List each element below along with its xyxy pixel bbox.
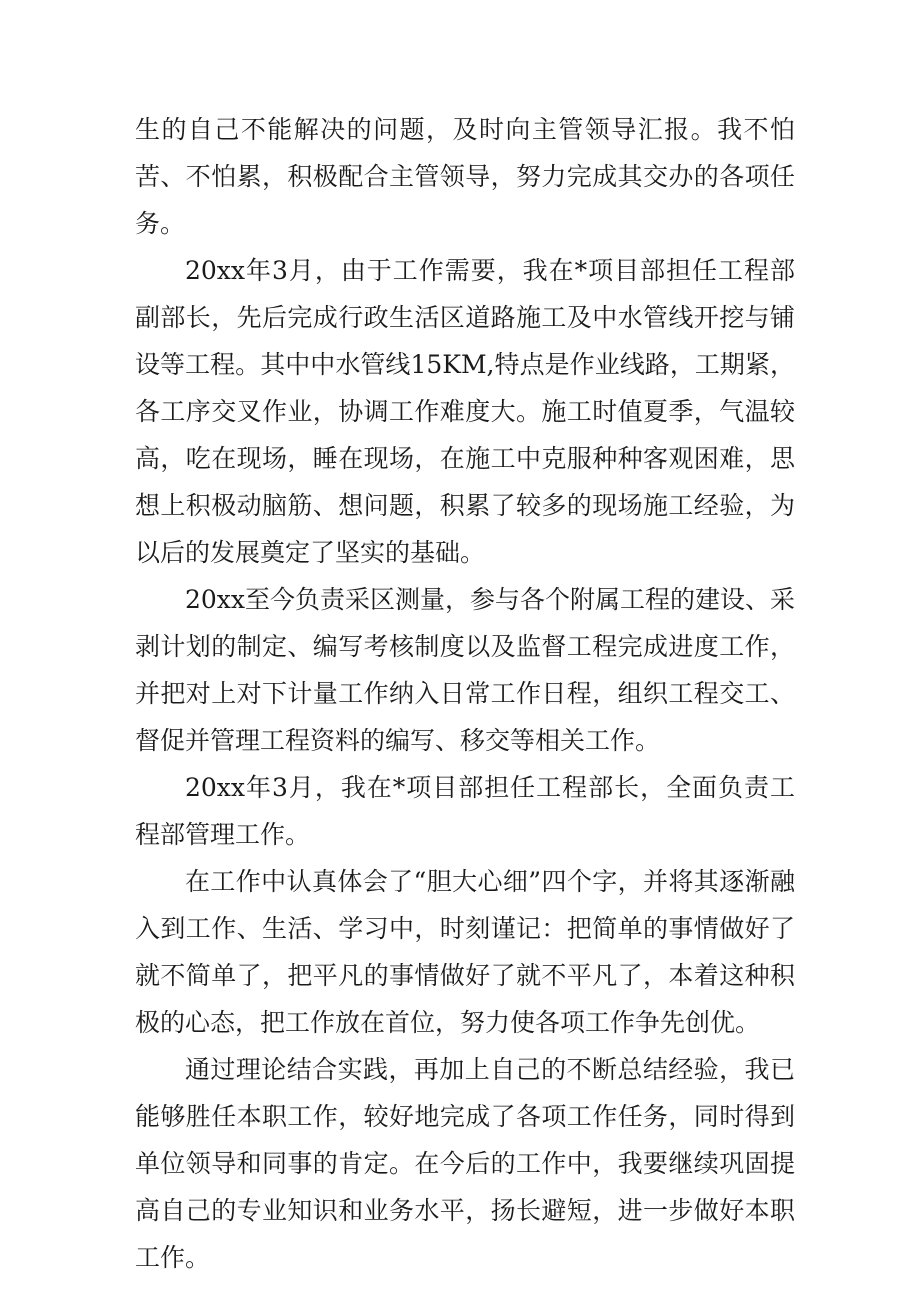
document-body — [135, 106, 795, 1281]
paragraph-work-attitude: 在工作中认真体会了“胆大心细”四个字，并将其逐渐融入到工作、生活、学习中，时刻谨记：把简单的事情做好了就不简单了，把平凡的事情做好了就不平凡了，本着这种积极的心态，把工作放在首位，努力使各项工作争先创优。 — [135, 867, 795, 1037]
paragraph-survey-work: 20xx至今负责采区测量，参与各个附属工程的建设、采剥计划的制定、编写考核制度以及监督工程完成进度工作，并把对上对下计量工作纳入日常工作日程，组织工程交工、督促并管理工程资料的编写、移交等相关工作。 — [135, 585, 796, 755]
paragraph-department-head: 20xx年3月，我在*项目部担任工程部长，全面负责工程部管理工作。 — [135, 773, 795, 849]
paragraph-continued: 生的自己不能解决的问题，及时向主管领导汇报。我不怕苦、不怕累，积极配合主管领导，努力完成其交办的各项任务。 — [135, 115, 795, 238]
paragraph-deputy-role: 20xx年3月，由于工作需要，我在*项目部担任工程部副部长，先后完成行政生活区道路施工及中水管线开挖与铺设等工程。其中中水管线15KM,特点是作业线路，工期紧，各工序交叉作业，协调工作难度大。施工时值夏季，气温较高，吃在现场，睡在现场，在施工中克服种种客观困难，思想上积极动脑筋、想问题，积累了较多的现场施工经验，为以后的发展奠定了坚实的基础。 — [135, 256, 795, 567]
paragraph-conclusion: 通过理论结合实践，再加上自己的不断总结经验，我已能够胜任本职工作，较好地完成了各项工作任务，同时得到单位领导和同事的肯定。在今后的工作中，我要继续巩固提高自己的专业知识和业务水平，扬长避短，进一步做好本职工作。 — [135, 1055, 795, 1272]
